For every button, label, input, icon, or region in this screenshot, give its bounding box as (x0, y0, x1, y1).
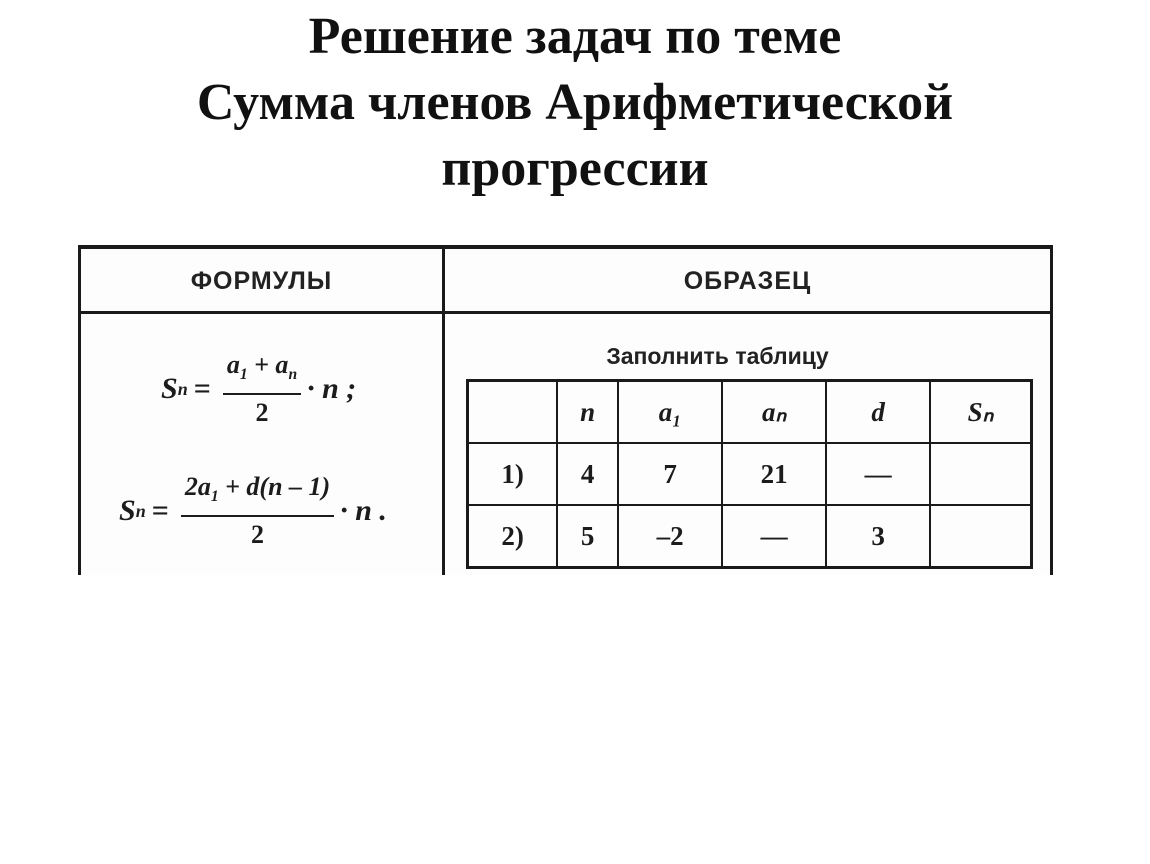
table-cell (930, 505, 1031, 568)
equals-sign: = (151, 494, 169, 528)
sum-formula-1 (161, 349, 356, 429)
header-cell: aₙ (722, 381, 826, 444)
fraction-numerator: $a_1 + a_n$ (223, 349, 301, 395)
formulas-header: ФОРМУЛЫ (190, 267, 333, 295)
fraction (223, 349, 301, 429)
row-label: 1) (468, 443, 558, 505)
table-cell: — (722, 505, 826, 568)
scanned-textbook-table (78, 245, 1053, 575)
row-label: 2) (468, 505, 558, 568)
formula-lhs: S (161, 372, 178, 406)
table-cell: 5 (557, 505, 618, 568)
formula-tail: · n . (340, 494, 387, 528)
table-header-row (468, 381, 1032, 444)
header-cell (468, 381, 558, 444)
header-divider (81, 311, 1050, 314)
table-cell: 3 (826, 505, 930, 568)
header-cell: a₁ (618, 381, 722, 444)
table-cell: 4 (557, 443, 618, 505)
formula-lhs-sub: n (177, 378, 188, 399)
header-cell: d (826, 381, 930, 444)
header-cell: Sₙ (930, 381, 1031, 444)
header-cell: n (557, 381, 618, 444)
fraction (181, 471, 334, 551)
sample-header: ОБРАЗЕЦ (683, 267, 812, 295)
title-line-2: Сумма членов Арифметической (196, 74, 954, 131)
sum-formula-2 (119, 471, 387, 551)
fraction-denominator: 2 (251, 520, 264, 550)
formula-lhs: S (119, 494, 136, 528)
table-row (468, 505, 1032, 568)
table-cell: –2 (618, 505, 722, 568)
column-divider (442, 249, 445, 575)
progression-table (466, 379, 1033, 569)
fraction-denominator: 2 (255, 398, 269, 428)
formula-lhs-sub: n (135, 500, 146, 521)
title-line-3: прогрессии (441, 140, 709, 197)
equals-sign: = (193, 372, 211, 406)
table-cell: — (826, 443, 930, 505)
table-cell: 21 (722, 443, 826, 505)
table-row (468, 443, 1032, 505)
table-cell: 7 (618, 443, 722, 505)
fraction-numerator: $2a_1 + d(n - 1)$ (181, 471, 334, 517)
formula-tail: · n ; (307, 372, 357, 406)
title-line-1: Решение задач по теме (308, 8, 842, 65)
table-cell (930, 443, 1031, 505)
slide-title (0, 4, 1150, 202)
task-caption: Заполнить таблицу (606, 343, 829, 369)
